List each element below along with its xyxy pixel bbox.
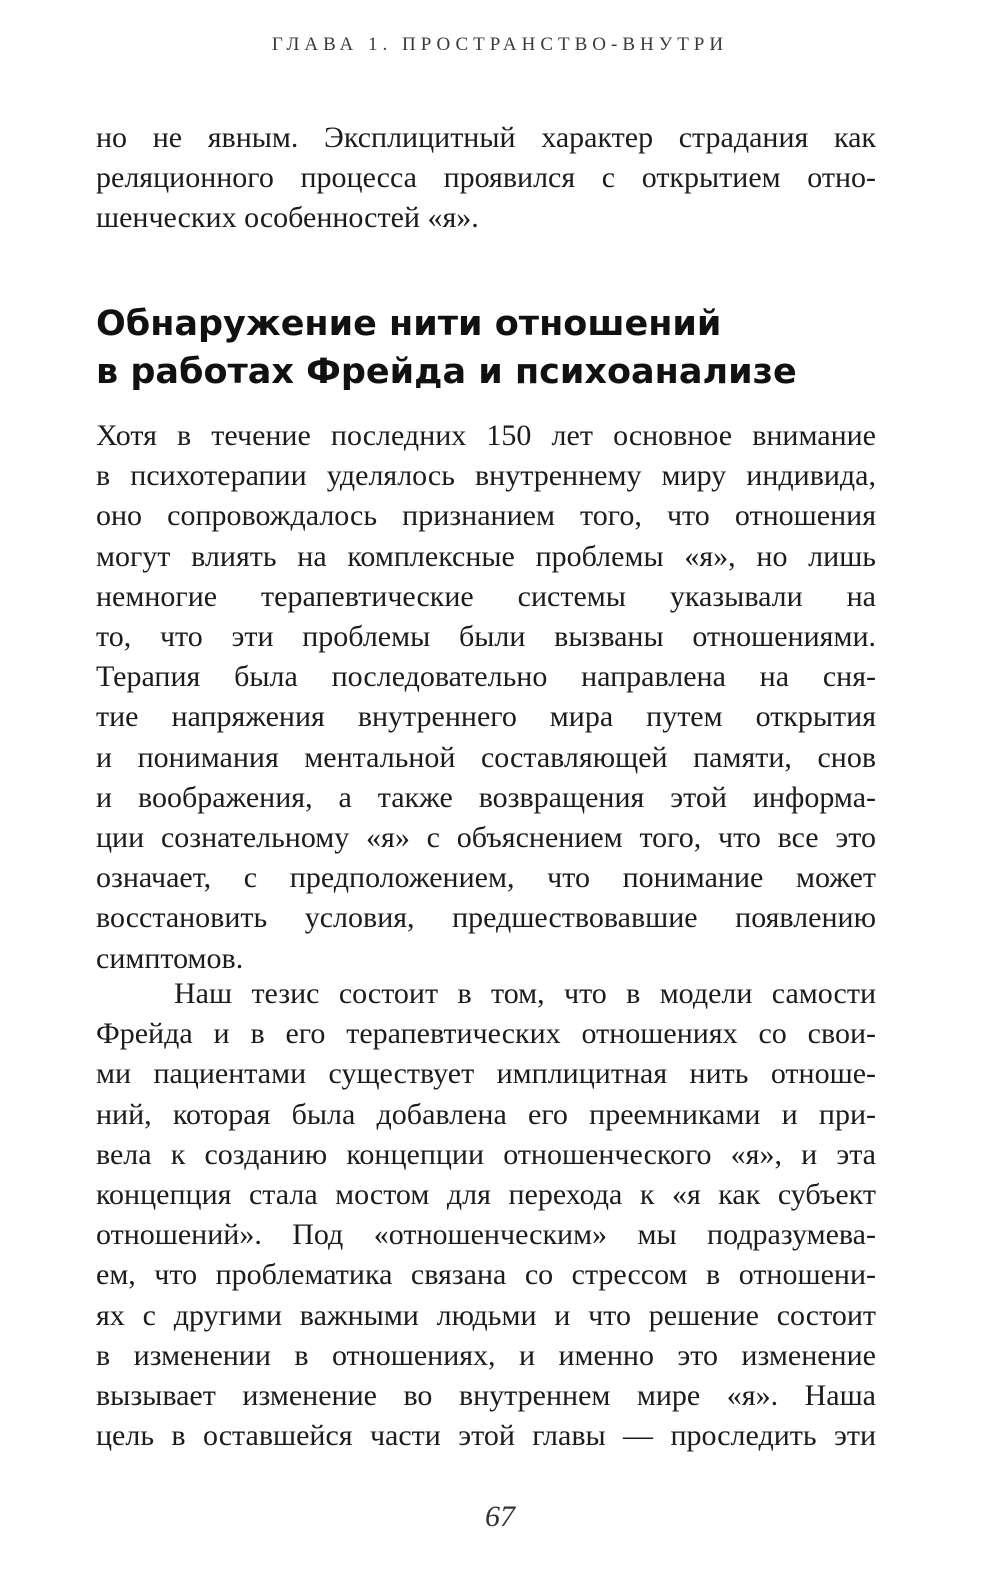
text-line: Терапия была последовательно направлена на сня- [96,660,876,694]
text-line: ний, которая была добавлена его преемниками и при- [96,1097,876,1131]
text-line: могут влиять на комплексные проблемы «я», но лишь [96,539,876,573]
text-line: тие напряжения внутреннего мира путем открытия [96,700,876,734]
text-line: Фрейда и в его терапевтических отношениях со свои- [96,1017,876,1051]
heading-line: Обнаружение нити отношений [96,304,722,344]
text-line: оно сопровождалось признанием того, что отношения [96,499,876,533]
text-line: симптомов. [96,941,244,975]
text-line: и воображения, а также возвращения этой информа- [96,780,876,814]
text-line: ции сознательному «я» с объяснением того, что все это [96,821,876,855]
text-line: в изменении в отношениях, и именно это изменение [96,1338,876,1372]
text-line: Хотя в течение последних 150 лет основное внимание [96,419,876,452]
page-number: 67 [485,1500,515,1533]
text-line: вела к созданию концепции отношенческого «я», и эта [96,1137,876,1171]
text-line: означает, с предположением, что понимание может [96,861,876,895]
text-line: немногие терапевтические системы указывали на [96,579,876,613]
paragraph-1 [96,416,876,979]
running-head: ГЛАВА 1. ПРОСТРАНСТВО-ВНУТРИ [271,34,729,55]
section-heading [96,300,896,396]
text-line: шенческих особенностей «я». [96,201,479,235]
text-line: цель в оставшейся части этой главы — проследить эти [96,1419,876,1453]
text-line: Наш тезис состоит в том, что в модели самости [174,977,876,1010]
text-line: и понимания ментальной составляющей памяти, снов [96,740,876,774]
text-line: ях с другими важными людьми и что решение состоит [96,1298,876,1332]
text-line: реляционного процесса проявился с открытием отно- [96,161,876,195]
text-line: ми пациентами существует имплицитная нить отноше- [96,1057,876,1091]
text-line: но не явным. Эксплицитный характер страдания как [96,121,876,154]
intro-paragraph [96,118,876,239]
text-line: вызывает изменение во внутреннем мире «я». Наша [96,1379,876,1413]
text-line: восстановить условия, предшествовавшие появлению [96,901,876,935]
paragraph-2 [96,974,876,1456]
heading-line: в работах Фрейда и психоанализе [96,352,797,392]
text-line: то, что эти проблемы были вызваны отношениями. [96,620,876,654]
text-line: отношений». Под «отношенческим» мы подразумева- [96,1218,876,1252]
text-line: ем, что проблематика связана со стрессом в отношени- [96,1258,876,1292]
text-line: концепция стала мостом для перехода к «я как субъект [96,1178,876,1212]
text-line: в психотерапии уделялось внутреннему миру индивида, [96,459,876,493]
